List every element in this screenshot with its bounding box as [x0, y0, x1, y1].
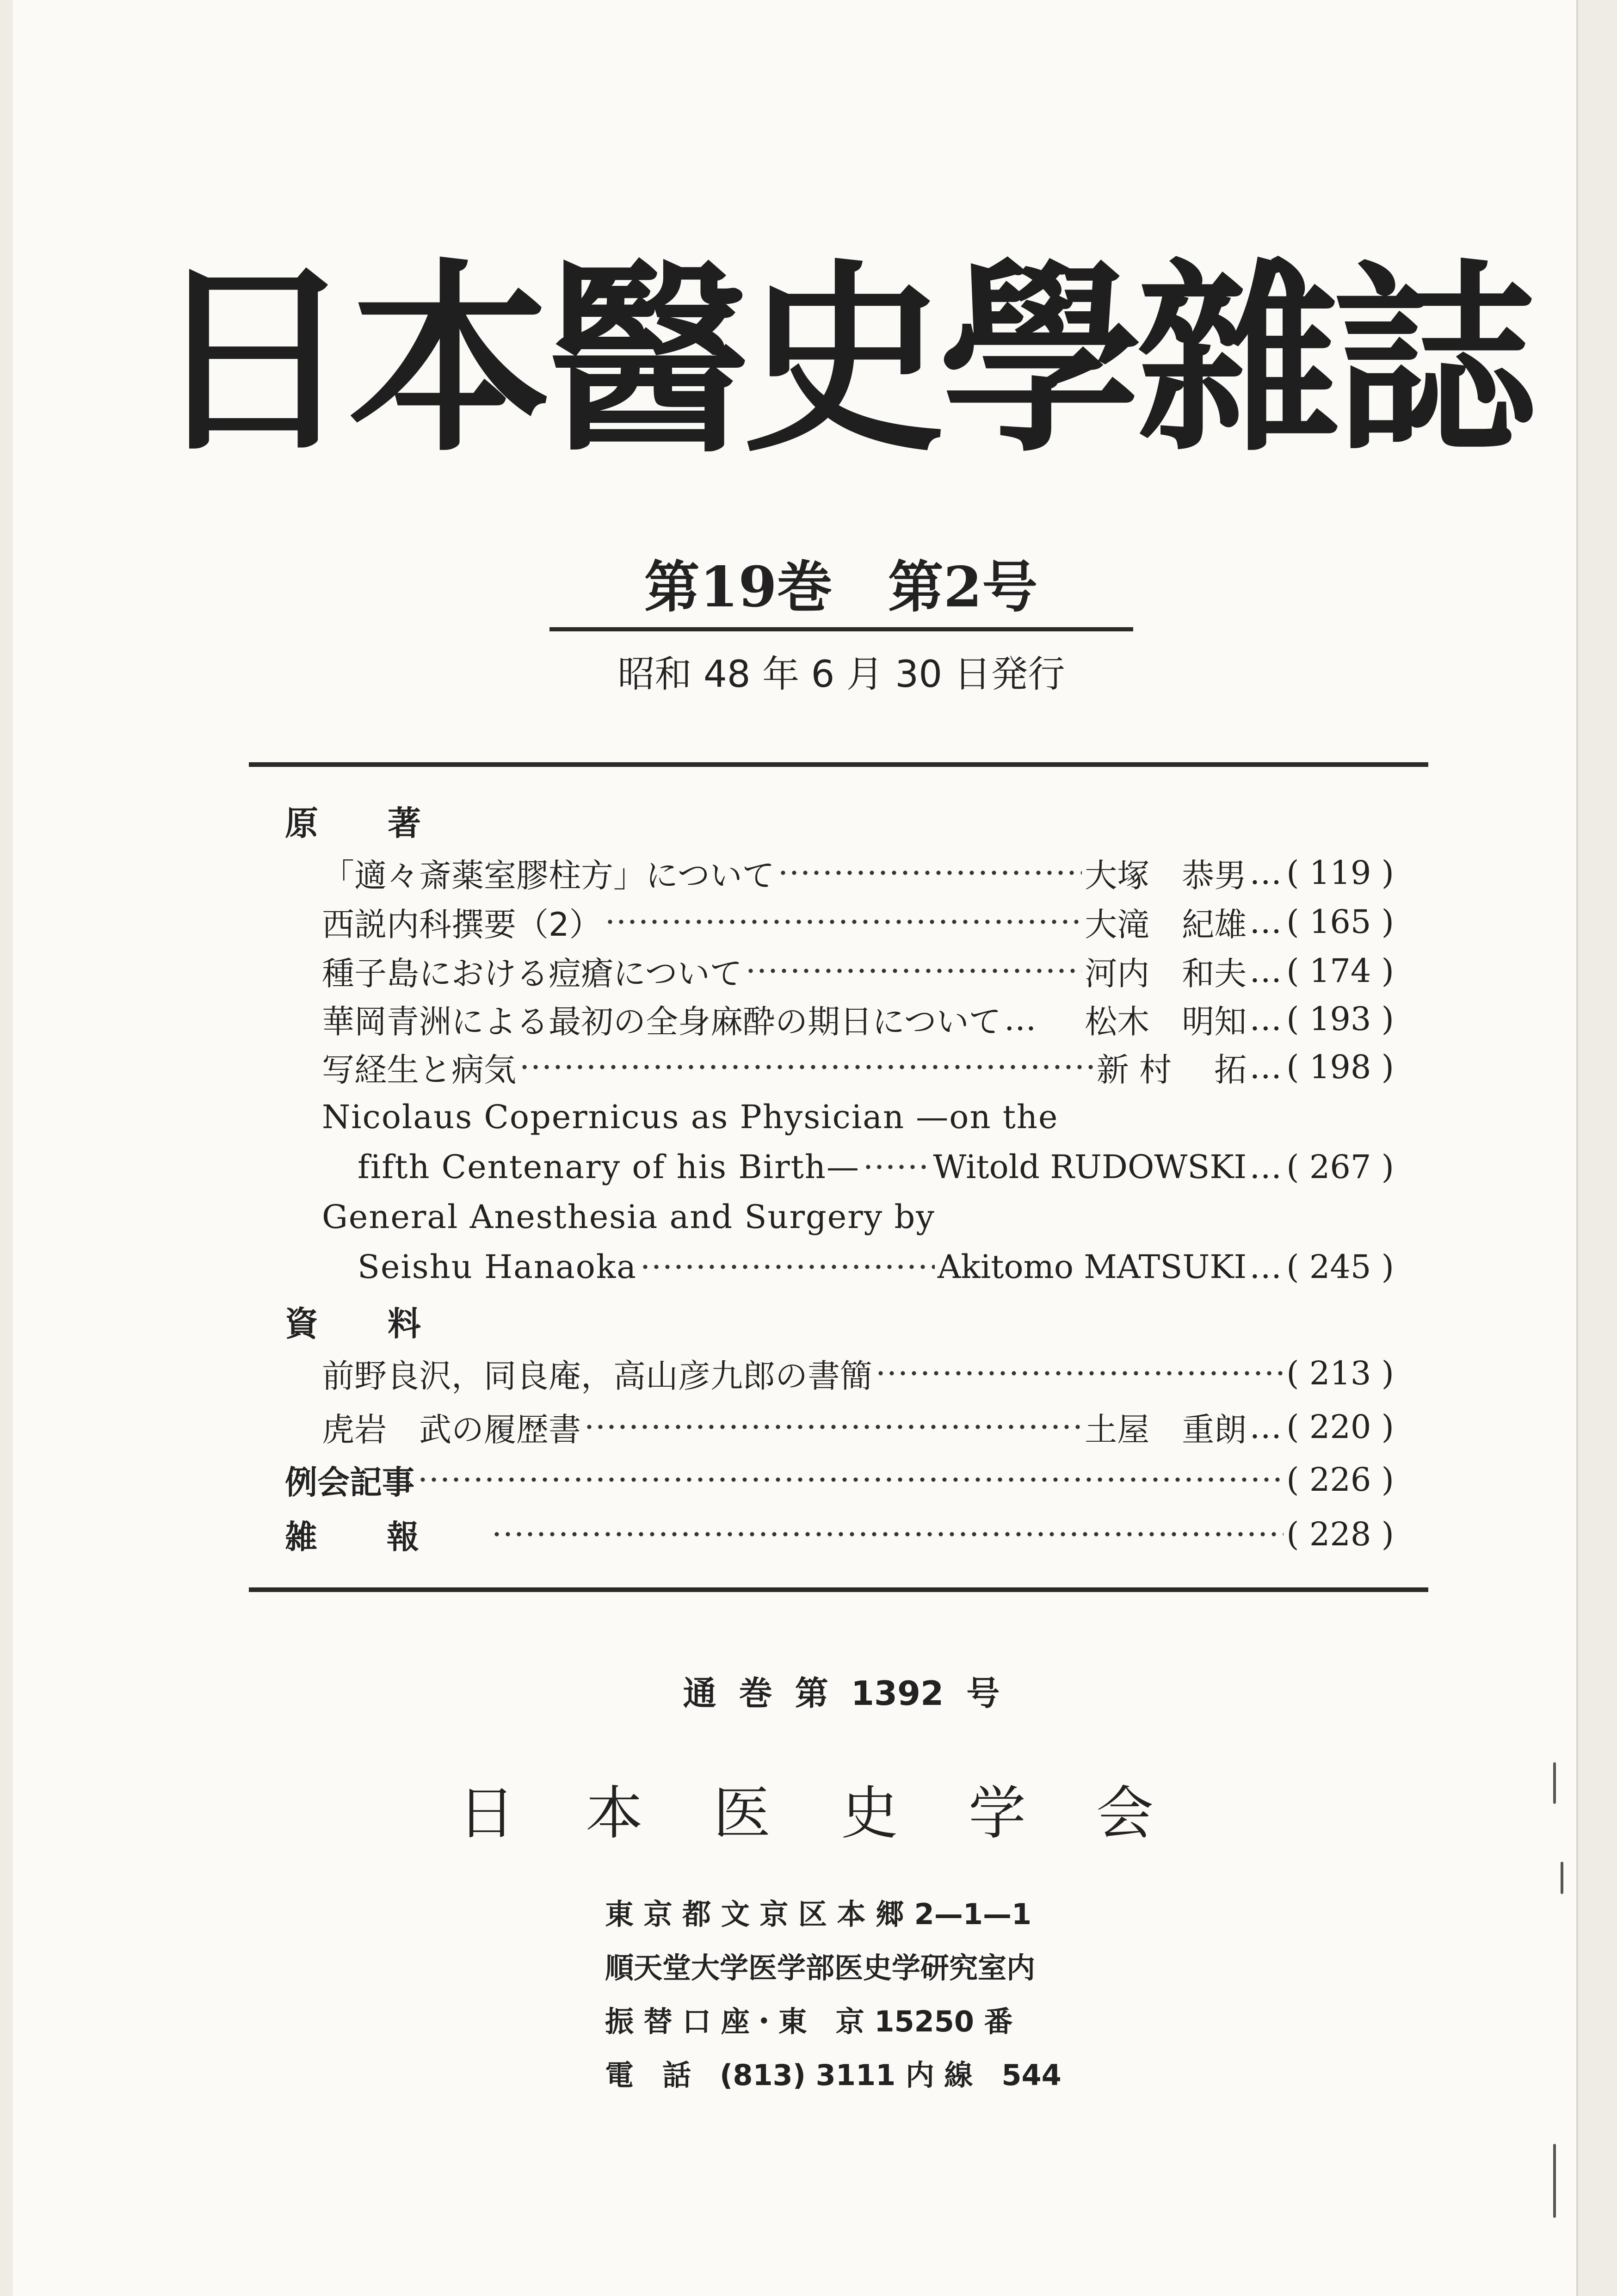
entry-title-line: General Anesthesia and Surgery by	[322, 1198, 935, 1236]
entry-title: Seishu Hanaoka	[358, 1248, 637, 1286]
leader-dots	[605, 919, 1082, 925]
toc-entry	[322, 1042, 1394, 1092]
leader-dots	[778, 870, 1082, 876]
entry-title: 「適々斎薬室膠柱方」について	[322, 856, 775, 895]
entry-title: fifth Centenary of his Birth—	[358, 1148, 860, 1186]
serial-number: 通 巻 第 1392 号	[683, 1674, 1000, 1713]
leader-dots	[875, 1370, 1284, 1376]
leader-dots: …	[1249, 1148, 1284, 1186]
entry-page: ( 245 )	[1286, 1248, 1394, 1286]
leader-dots: …	[1249, 1000, 1284, 1038]
publisher-name: 日本医史学会	[457, 1780, 1224, 1847]
leader-dots: …	[1249, 854, 1284, 892]
entry-page: ( 226 )	[1286, 1461, 1394, 1499]
entry-author: 新 村 拓	[1096, 1050, 1247, 1089]
address-line: 振 替 口 座・東 京 15250 番	[605, 2004, 1013, 2038]
entry-page: ( 220 )	[1286, 1408, 1394, 1446]
entry-title-line: Nicolaus Copernicus as Physician —on the	[322, 1098, 1059, 1136]
leader-dots	[863, 1164, 931, 1170]
address-line: 順天堂大学医学部医史学研究室内	[605, 1950, 1036, 1985]
toc-entry	[285, 1509, 1394, 1560]
leader-dots: …	[1249, 952, 1284, 990]
leader-dots	[491, 1531, 1284, 1537]
toc-entry	[322, 1401, 1394, 1452]
toc-entry	[322, 847, 1394, 898]
entry-title: 華岡青洲による最初の全身麻酔の期日について	[322, 1002, 1001, 1041]
journal-title: 日本醫史學雜誌	[151, 242, 1531, 479]
entry-author: 松木 明知	[1085, 1002, 1247, 1041]
leader-dots: …	[1249, 1408, 1284, 1446]
spine-mark	[1553, 2144, 1556, 2218]
address-line: 電 話 (813) 3111 内 線 544	[605, 2058, 1062, 2092]
leader-dots: …	[1249, 1248, 1284, 1286]
section-heading-meetings: 例会記事	[285, 1463, 414, 1501]
entry-page: ( 228 )	[1286, 1515, 1394, 1553]
entry-author: Akitomo MATSUKI	[937, 1248, 1247, 1286]
entry-title: 前野良沢，同良庵，高山彦九郎の書簡	[322, 1357, 872, 1395]
publication-date: 昭和 48 年 6 月 30 日発行	[617, 652, 1065, 696]
leader-dots: …	[1249, 903, 1284, 941]
toc-entry	[358, 1142, 1394, 1192]
contents-top-rule	[249, 762, 1428, 767]
entry-page: ( 119 )	[1286, 854, 1394, 892]
contents-bottom-rule	[249, 1587, 1428, 1592]
spine-mark	[1561, 1862, 1563, 1894]
section-heading-materials: 資料	[285, 1304, 491, 1343]
entry-page: ( 165 )	[1286, 903, 1394, 941]
journal-cover	[13, 0, 1578, 2296]
section-heading-news: 雑報	[285, 1518, 488, 1556]
entry-author: 大塚 恭男	[1085, 856, 1247, 895]
leader-dots	[640, 1264, 935, 1270]
leader-dots	[584, 1424, 1082, 1430]
toc-entry	[322, 896, 1394, 947]
volume-issue: 第19巻 第2号	[644, 555, 1038, 620]
entry-page: ( 198 )	[1286, 1048, 1394, 1086]
toc-entry	[322, 945, 1394, 996]
toc-entry	[358, 1241, 1394, 1292]
entry-page: ( 193 )	[1286, 1000, 1394, 1038]
leader-dots	[417, 1477, 1284, 1482]
entry-page: ( 267 )	[1286, 1148, 1394, 1186]
address-line: 東 京 都 文 京 区 本 郷 2—1—1	[605, 1897, 1032, 1931]
toc-entry	[285, 1454, 1394, 1505]
leader-dots	[519, 1064, 1094, 1070]
toc-entry	[322, 1348, 1394, 1399]
entry-author: Witold RUDOWSKI	[933, 1148, 1247, 1186]
leader-dots: …	[1004, 1000, 1038, 1038]
volume-underline	[549, 627, 1133, 631]
entry-title: 種子島における痘瘡について	[322, 954, 742, 993]
entry-author: 土屋 重朗	[1085, 1410, 1247, 1449]
entry-title: 写経生と病気	[322, 1050, 516, 1089]
entry-title: 虎岩 武の履歴書	[322, 1410, 581, 1449]
leader-dots	[745, 968, 1082, 974]
section-heading-original: 原著	[285, 804, 491, 843]
entry-author: 河内 和夫	[1085, 954, 1247, 993]
spine-mark	[1553, 1762, 1556, 1804]
entry-title: 西説内科撰要（2）	[322, 905, 602, 944]
toc-entry	[322, 994, 1394, 1044]
leader-dots: …	[1249, 1048, 1284, 1086]
entry-page: ( 213 )	[1286, 1354, 1394, 1392]
entry-page: ( 174 )	[1286, 952, 1394, 990]
entry-author: 大滝 紀雄	[1085, 905, 1247, 944]
